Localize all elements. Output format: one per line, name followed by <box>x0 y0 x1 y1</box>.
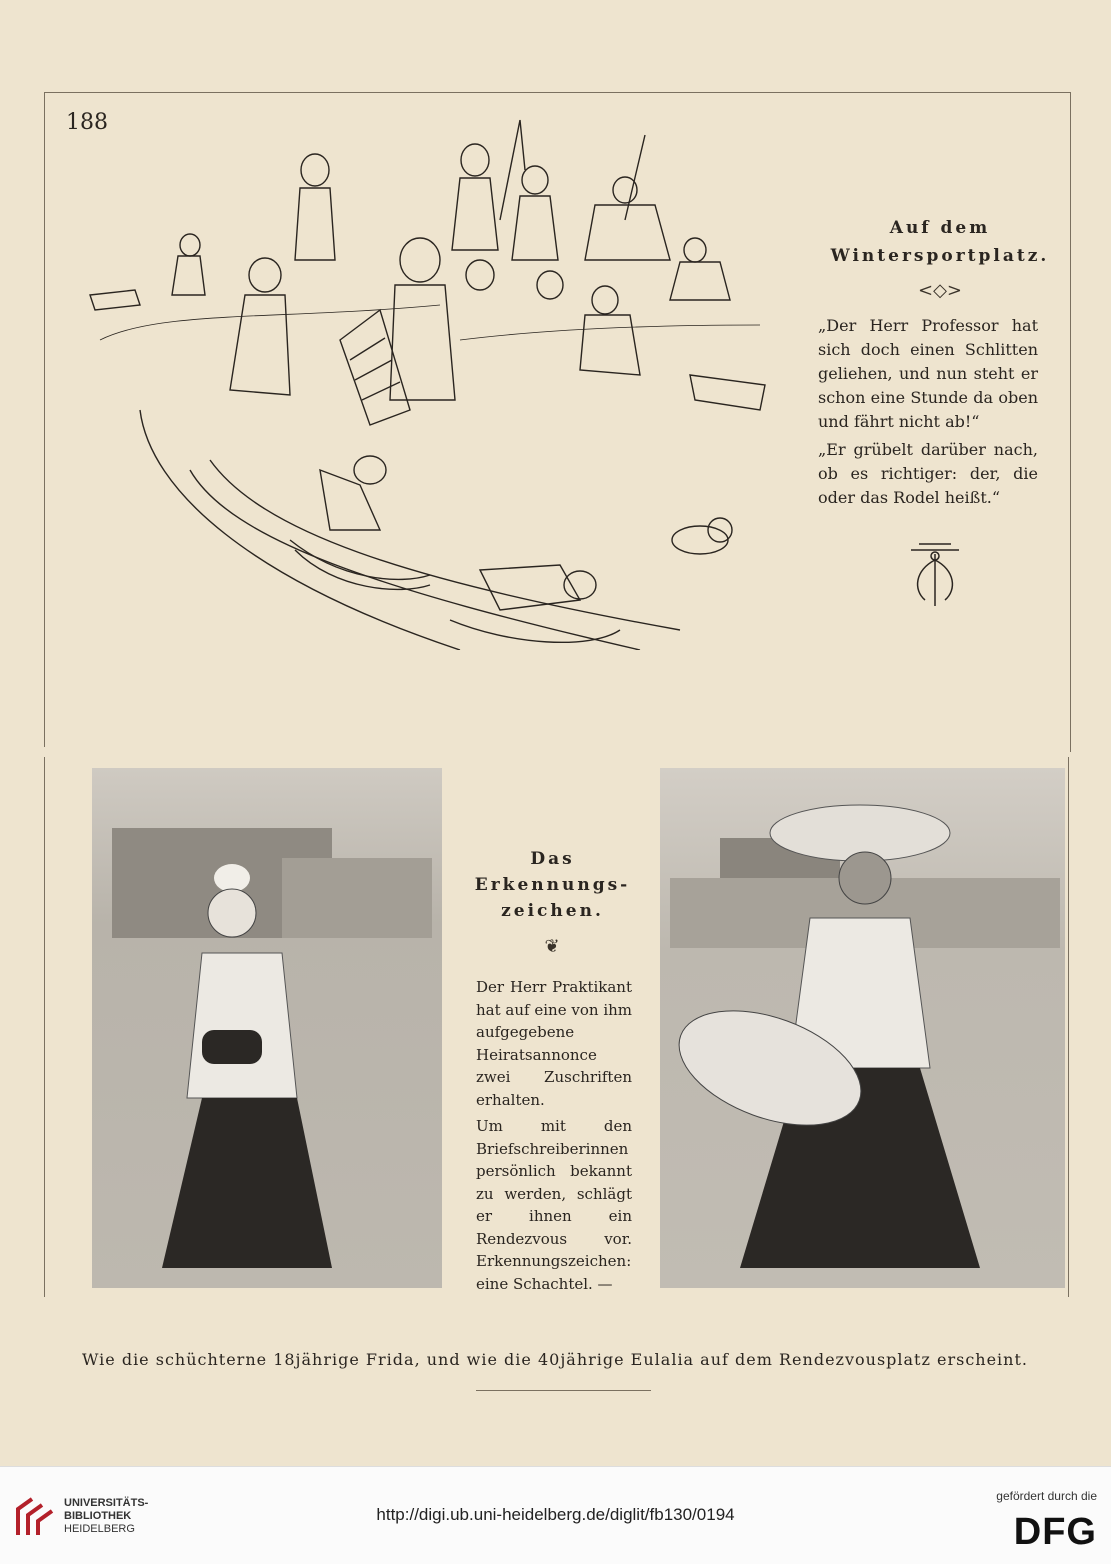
bottom-paragraph-1: Der Herr Praktikant hat auf eine von ihm aufgegebene Heiratsannonce zwei Zuschriften erhalten. <box>476 978 632 1109</box>
institution-line3: HEIDELBERG <box>64 1523 135 1535</box>
frame-left-rule-lower <box>44 757 45 1297</box>
page-number: 188 <box>66 110 108 135</box>
institution-line1: UNIVERSITÄTS- <box>64 1497 149 1509</box>
sledding-illustration <box>80 110 800 650</box>
frame-right-rule-lower <box>1068 757 1069 1297</box>
top-article-text <box>818 314 1038 514</box>
photo-eulalia <box>660 768 1065 1288</box>
bottom-article-title <box>470 846 635 924</box>
permalink-url[interactable]: http://digi.ub.uni-heidelberg.de/diglit/fb130/0194 <box>376 1505 735 1524</box>
bottom-article-text <box>476 976 632 1299</box>
bottom-title-line3: zeichen. <box>501 901 604 921</box>
viewer-footer <box>0 1466 1111 1564</box>
top-title-line2: Wintersportplatz. <box>830 246 1050 266</box>
top-paragraph-2: „Er grübelt darüber nach, ob es richtiger: der, die oder das Rodel heißt.“ <box>818 440 1038 507</box>
top-paragraph-1: „Der Herr Professor hat sich doch einen Schlitten geliehen, und nun steht er schon eine Stunde da oben und fährt nicht ab!“ <box>818 316 1038 431</box>
bottom-title-line1: Das <box>530 849 575 869</box>
top-ornament: <◇> <box>917 280 962 301</box>
bottom-paragraph-2: Um mit den Briefschreiberinnen persönlich bekannt zu werden, schlägt er ihnen ein Rendezvous vor. Erkennungszeichen: eine Schachtel. — <box>476 1117 632 1293</box>
frame-right-rule <box>1070 92 1071 752</box>
photo-caption: Wie die schüchterne 18jährige Frida, und wie die 40jährige Eulalia auf dem Rendezvousplatz erscheint. <box>81 1350 1028 1369</box>
bottom-ornament: ❦ <box>544 936 560 957</box>
fleur-ornament-icon <box>905 540 965 612</box>
frame-top-rule <box>44 92 1070 93</box>
bottom-title-line2: Erkennungs- <box>474 875 631 895</box>
caption-divider <box>476 1390 651 1391</box>
frida-figure <box>92 768 442 1288</box>
photo-frida <box>92 768 442 1288</box>
funding-label: gefördert durch die <box>996 1489 1097 1503</box>
dfg-logo[interactable]: DFG <box>1013 1511 1097 1553</box>
top-title-line1: Auf dem <box>889 218 991 238</box>
eulalia-figure <box>660 768 1065 1288</box>
institution-line2: BIBLIOTHEK <box>64 1510 132 1522</box>
frame-left-rule <box>44 92 45 747</box>
top-article-title <box>820 214 1060 270</box>
